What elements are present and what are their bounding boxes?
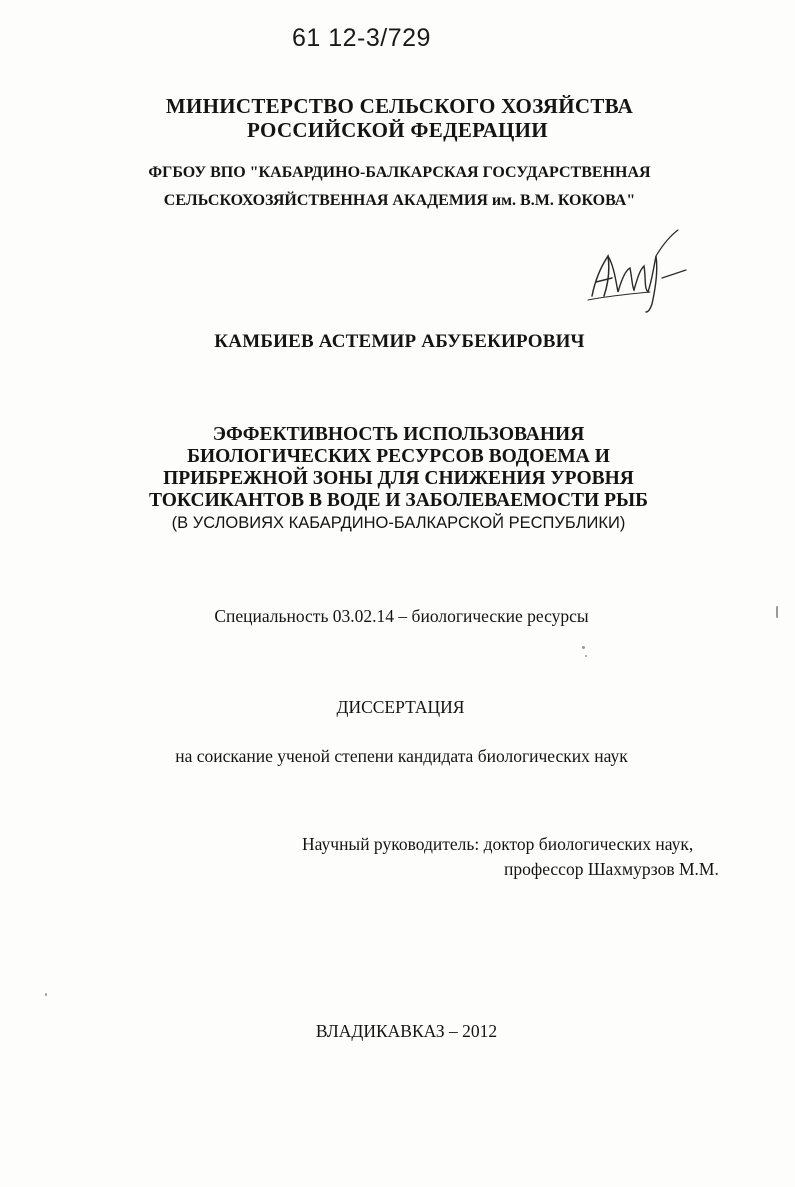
supervisor-line-2: профессор Шахмурзов М.М. bbox=[504, 859, 719, 879]
title-line-2: БИОЛОГИЧЕСКИХ РЕСУРСОВ ВОДОЕМА И bbox=[187, 446, 610, 467]
ministry-line-1: МИНИСТЕРСТВО СЕЛЬСКОГО ХОЗЯЙСТВА bbox=[165, 94, 634, 118]
scan-artifact bbox=[585, 655, 587, 657]
city-year: ВЛАДИКАВКАЗ – 2012 bbox=[315, 1021, 498, 1041]
ministry-line-2: РОССИЙСКОЙ ФЕДЕРАЦИИ bbox=[247, 118, 548, 142]
document-type: ДИССЕРТАЦИЯ bbox=[336, 697, 465, 717]
catalog-number: 61 12-3/729 bbox=[292, 24, 431, 52]
author-name: КАМБИЕВ АСТЕМИР АБУБЕКИРОВИЧ bbox=[214, 331, 585, 352]
title-line-4: ТОКСИКАНТОВ В ВОДЕ И ЗАБОЛЕВАЕМОСТИ РЫБ bbox=[148, 490, 649, 511]
academy-line-2: СЕЛЬСКОХОЗЯЙСТВЕННАЯ АКАДЕМИЯ им. В.М. КОКОВА" bbox=[163, 192, 636, 209]
title-line-3: ПРИБРЕЖНОЙ ЗОНЫ ДЛЯ СНИЖЕНИЯ УРОВНЯ bbox=[163, 468, 634, 489]
title-subtitle: (В УСЛОВИЯХ КАБАРДИНО-БАЛКАРСКОЙ РЕСПУБЛИКИ) bbox=[171, 514, 626, 532]
signature-image bbox=[578, 226, 698, 316]
scan-artifact bbox=[45, 993, 47, 996]
title-line-1: ЭФФЕКТИВНОСТЬ ИСПОЛЬЗОВАНИЯ bbox=[212, 424, 585, 445]
supervisor-line-1: Научный руководитель: доктор биологических наук, bbox=[302, 834, 694, 854]
degree-line: на соискание ученой степени кандидата биологических наук bbox=[175, 746, 628, 766]
specialty-line: Специальность 03.02.14 – биологические ресурсы bbox=[214, 606, 589, 626]
scan-artifact bbox=[776, 606, 778, 618]
scan-artifact bbox=[582, 646, 585, 649]
academy-line-1: ФГБОУ ВПО "КАБАРДИНО-БАЛКАРСКАЯ ГОСУДАРСТВЕННАЯ bbox=[148, 164, 651, 181]
